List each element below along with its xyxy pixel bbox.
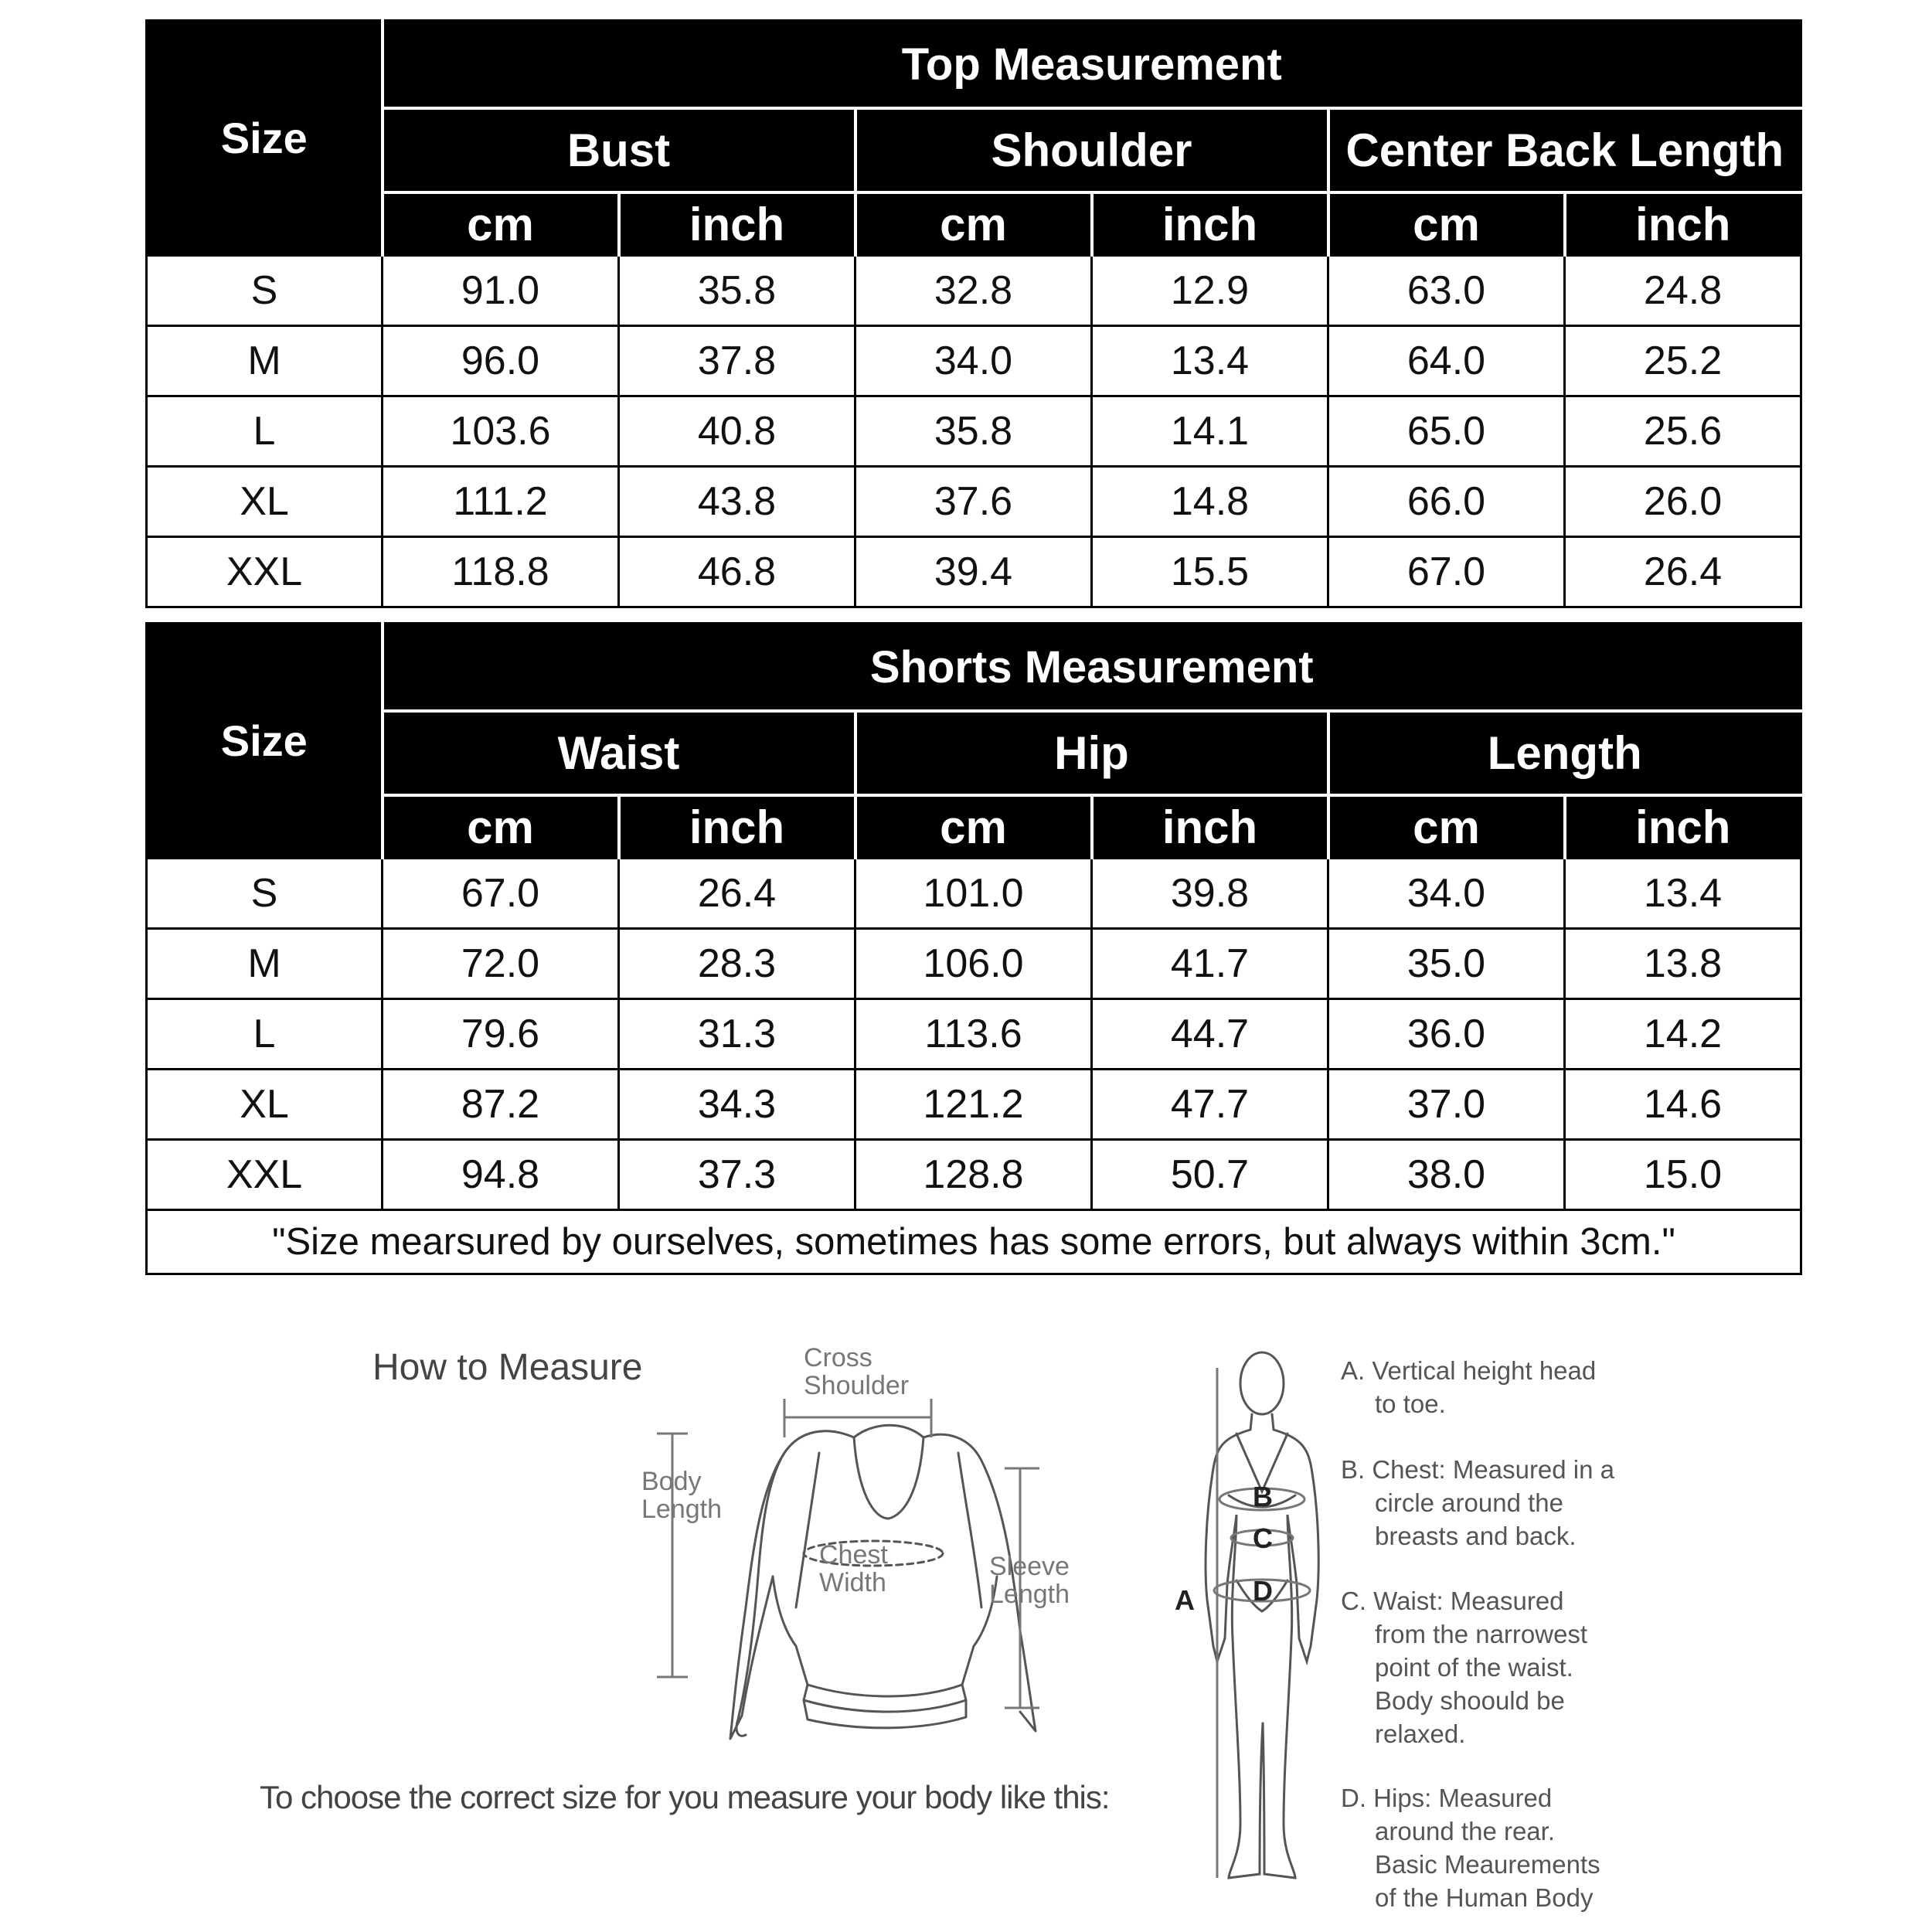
- value-cell: 35.8: [619, 256, 855, 326]
- legend-line: C. Waist: Measured: [1341, 1587, 1564, 1615]
- value-cell: 66.0: [1328, 467, 1565, 537]
- value-cell: 34.0: [1328, 859, 1565, 929]
- value-cell: 34.0: [855, 326, 1092, 396]
- value-cell: 39.4: [855, 537, 1092, 607]
- how-to-measure-title: How to Measure: [372, 1347, 643, 1388]
- unit-header: cm: [383, 795, 619, 859]
- column-group-header: Bust: [383, 108, 855, 192]
- legend-height: [1341, 1354, 1665, 1420]
- unit-header: cm: [855, 192, 1092, 256]
- value-cell: 113.6: [855, 999, 1092, 1070]
- value-cell: 128.8: [855, 1140, 1092, 1210]
- value-cell: 67.0: [1328, 537, 1565, 607]
- value-cell: 25.2: [1565, 326, 1801, 396]
- size-cell: XL: [147, 1070, 383, 1140]
- column-group-header: Shoulder: [855, 108, 1328, 192]
- table-title: Top Measurement: [383, 21, 1801, 109]
- value-cell: 13.8: [1565, 929, 1801, 999]
- value-cell: 15.5: [1092, 537, 1328, 607]
- chest-letter: B: [1253, 1481, 1273, 1512]
- value-cell: 79.6: [383, 999, 619, 1070]
- value-cell: 12.9: [1092, 256, 1328, 326]
- value-cell: 44.7: [1092, 999, 1328, 1070]
- cross-shoulder-label: [804, 1345, 909, 1400]
- column-group-header: Center Back Length: [1328, 108, 1801, 192]
- label-line: Cross: [804, 1343, 872, 1372]
- value-cell: 13.4: [1565, 859, 1801, 929]
- chest-width-label: [819, 1542, 888, 1597]
- height-letter: A: [1175, 1584, 1195, 1616]
- value-cell: 37.6: [855, 467, 1092, 537]
- size-cell: L: [147, 396, 383, 467]
- value-cell: 32.8: [855, 256, 1092, 326]
- label-line: Length: [641, 1494, 722, 1524]
- value-cell: 37.0: [1328, 1070, 1565, 1140]
- unit-header: inch: [619, 795, 855, 859]
- label-line: Body: [641, 1467, 702, 1496]
- value-cell: 37.3: [619, 1140, 855, 1210]
- size-cell: S: [147, 859, 383, 929]
- legend-line: from the narrowest: [1375, 1620, 1588, 1648]
- value-cell: 46.8: [619, 537, 855, 607]
- value-cell: 67.0: [383, 859, 619, 929]
- label-line: Sleeve: [989, 1552, 1070, 1581]
- value-cell: 47.7: [1092, 1070, 1328, 1140]
- unit-header: inch: [1092, 192, 1328, 256]
- size-header: Size: [147, 624, 383, 859]
- unit-header: inch: [619, 192, 855, 256]
- value-cell: 41.7: [1092, 929, 1328, 999]
- value-cell: 39.8: [1092, 859, 1328, 929]
- unit-header: cm: [383, 192, 619, 256]
- value-cell: 24.8: [1565, 256, 1801, 326]
- measurement-note: "Size mearsured by ourselves, sometimes has some errors, but always within 3cm.": [147, 1210, 1801, 1274]
- value-cell: 72.0: [383, 929, 619, 999]
- body-head: [1240, 1352, 1284, 1414]
- size-cell: XXL: [147, 537, 383, 607]
- label-line: Width: [819, 1567, 886, 1597]
- value-cell: 106.0: [855, 929, 1092, 999]
- size-cell: S: [147, 256, 383, 326]
- legend-chest: [1341, 1453, 1665, 1553]
- label-line: Chest: [819, 1540, 888, 1570]
- unit-header: cm: [1328, 192, 1565, 256]
- unit-header: inch: [1565, 192, 1801, 256]
- unit-header: cm: [855, 795, 1092, 859]
- value-cell: 35.8: [855, 396, 1092, 467]
- value-cell: 25.6: [1565, 396, 1801, 467]
- value-cell: 31.3: [619, 999, 855, 1070]
- legend-line: around the rear.: [1375, 1817, 1555, 1845]
- legend-line: B. Chest: Measured in a: [1341, 1455, 1615, 1484]
- value-cell: 14.6: [1565, 1070, 1801, 1140]
- value-cell: 121.2: [855, 1070, 1092, 1140]
- hip-letter: D: [1253, 1575, 1273, 1607]
- value-cell: 37.8: [619, 326, 855, 396]
- legend-line: relaxed.: [1375, 1719, 1466, 1748]
- column-group-header: Waist: [383, 711, 855, 795]
- legend-line: to toe.: [1375, 1389, 1446, 1418]
- legend-line: circle around the: [1375, 1488, 1563, 1517]
- waist-letter: C: [1253, 1522, 1273, 1554]
- value-cell: 64.0: [1328, 326, 1565, 396]
- size-cell: M: [147, 929, 383, 999]
- unit-header: inch: [1092, 795, 1328, 859]
- legend-waist: [1341, 1584, 1665, 1750]
- legend-line: D. Hips: Measured: [1341, 1784, 1553, 1812]
- sleeve-length-label: [989, 1553, 1070, 1608]
- legend-line: point of the waist.: [1375, 1653, 1573, 1682]
- measure-instruction: To choose the correct size for you measure your body like this:: [260, 1779, 1110, 1815]
- unit-header: cm: [1328, 795, 1565, 859]
- size-cell: XXL: [147, 1140, 383, 1210]
- size-cell: L: [147, 999, 383, 1070]
- value-cell: 14.8: [1092, 467, 1328, 537]
- value-cell: 87.2: [383, 1070, 619, 1140]
- size-cell: XL: [147, 467, 383, 537]
- unit-header: inch: [1565, 795, 1801, 859]
- value-cell: 118.8: [383, 537, 619, 607]
- legend-line: Basic Meaurements: [1375, 1850, 1600, 1879]
- value-cell: 14.2: [1565, 999, 1801, 1070]
- value-cell: 34.3: [619, 1070, 855, 1140]
- value-cell: 101.0: [855, 859, 1092, 929]
- value-cell: 28.3: [619, 929, 855, 999]
- legend-line: breasts and back.: [1375, 1522, 1577, 1550]
- value-cell: 26.0: [1565, 467, 1801, 537]
- value-cell: 65.0: [1328, 396, 1565, 467]
- value-cell: 15.0: [1565, 1140, 1801, 1210]
- value-cell: 26.4: [1565, 537, 1801, 607]
- value-cell: 50.7: [1092, 1140, 1328, 1210]
- value-cell: 40.8: [619, 396, 855, 467]
- value-cell: 43.8: [619, 467, 855, 537]
- value-cell: 103.6: [383, 396, 619, 467]
- value-cell: 63.0: [1328, 256, 1565, 326]
- value-cell: 36.0: [1328, 999, 1565, 1070]
- legend-line: Body shoould be: [1375, 1686, 1565, 1715]
- size-header: Size: [147, 21, 383, 256]
- value-cell: 26.4: [619, 859, 855, 929]
- column-group-header: Length: [1328, 711, 1801, 795]
- value-cell: 94.8: [383, 1140, 619, 1210]
- legend-hips: [1341, 1781, 1665, 1914]
- value-cell: 111.2: [383, 467, 619, 537]
- table-title: Shorts Measurement: [383, 624, 1801, 712]
- legend-line: A. Vertical height head: [1341, 1356, 1597, 1385]
- label-line: Shoulder: [804, 1370, 910, 1400]
- value-cell: 96.0: [383, 326, 619, 396]
- value-cell: 35.0: [1328, 929, 1565, 999]
- value-cell: 38.0: [1328, 1140, 1565, 1210]
- label-line: Length: [989, 1579, 1070, 1609]
- column-group-header: Hip: [855, 711, 1328, 795]
- value-cell: 13.4: [1092, 326, 1328, 396]
- value-cell: 91.0: [383, 256, 619, 326]
- body-length-label: [641, 1468, 722, 1523]
- legend-line: of the Human Body: [1375, 1883, 1594, 1912]
- size-cell: M: [147, 326, 383, 396]
- value-cell: 14.1: [1092, 396, 1328, 467]
